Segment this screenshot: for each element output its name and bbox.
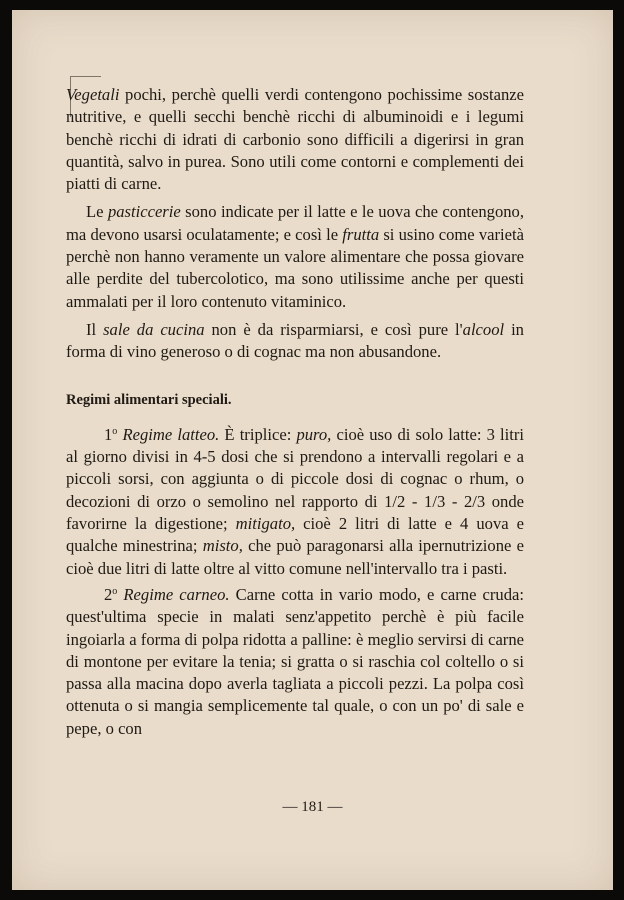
italic-text: Regime carneo. bbox=[123, 584, 230, 604]
page-number: — 181 — bbox=[282, 799, 343, 815]
italic-text: frutta bbox=[342, 224, 380, 244]
section-heading: Regimi alimentari speciali. bbox=[66, 391, 232, 408]
body-text bbox=[66, 84, 524, 740]
text-run: che può paragonarsi alla ipernutrizione e cioè due litri di latte oltre al vitto comune nell'intervallo tra i pasti. bbox=[66, 536, 524, 578]
italic-text: pasticcerie bbox=[107, 202, 181, 222]
italic-text: Vegetali bbox=[66, 85, 120, 104]
text-run: in forma di vino generoso o di cognac ma non abusandone. bbox=[66, 319, 524, 362]
paragraph-pasticcerie bbox=[66, 201, 524, 312]
book-page bbox=[12, 10, 613, 890]
text-run: sono indicate per il latte e le uova che contengono, ma devono usarsi oculatamente; e così le bbox=[66, 202, 525, 244]
italic-text: Regime latteo. bbox=[122, 424, 220, 444]
italic-text: alcool bbox=[462, 319, 505, 339]
paragraph-sale bbox=[66, 319, 524, 364]
paragraph-regime-latteo bbox=[66, 421, 524, 580]
paragraph-regime-carneo bbox=[66, 581, 524, 740]
text-run: Il bbox=[86, 319, 104, 339]
text-run: cioè 2 litri di latte e 4 uova e qualche minestrina; bbox=[66, 514, 524, 556]
italic-text: sale da cucina bbox=[103, 319, 205, 339]
paragraph-vegetali bbox=[66, 84, 524, 195]
text-run: 2 bbox=[104, 584, 113, 604]
italic-text: mitigato, bbox=[235, 514, 296, 534]
superscript-text: o bbox=[112, 585, 118, 597]
text-run: si usino come varietà perchè non hanno veramente un valore alimentare che possa giovare alle perdite del tubercolotico, ma sono utilissime anche per questi ammalati per il loro contenuto vitaminico. bbox=[66, 224, 524, 311]
text-run: pochi, perchè quelli verdi contengono pochissime sostanze nutritive, e quelli secchi benchè ricchi di albuminoidi e i legumi benchè ricchi di idrati di carbonio sono difficili a digerirsi in gran quantità, salvo in purea. Sono utili come contorni e complementi dei piatti di carne. bbox=[66, 85, 524, 194]
text-run: 1 bbox=[104, 424, 113, 444]
text-run: Carne cotta in vario modo, e carne cruda: quest'ultima specie in malati senz'appetito perchè è più facile ingoiarla a forma di polpa ridotta a palline: è meglio servirsi di carne di montone per evitare la tenia; si gratta o si raschia col coltello o si passa alla macina dopo averla tagliata a piccoli pezzi. La polpa così ottenuta o si mangia semplicemente tal quale, o con un po' di sale e pepe, o con bbox=[66, 584, 525, 738]
text-run: cioè uso di solo latte: 3 litri al giorno divisi in 4-5 dosi che si prendono a intervalli regolari e a piccoli sorsi, con aggiunta o di piccole dosi di cognac o rhum, o decozioni di orzo o semolino nel rapporto di 1/2 - 1/3 - 2/3 onde favorirne la digestione; bbox=[66, 424, 525, 534]
italic-text: puro, bbox=[296, 424, 332, 444]
text-run: È triplice: bbox=[219, 424, 297, 444]
text-run: non è da risparmiarsi, e così pure l' bbox=[204, 319, 463, 339]
text-run: Le bbox=[86, 202, 108, 222]
superscript-text: o bbox=[112, 425, 118, 437]
italic-text: misto, bbox=[202, 536, 243, 556]
